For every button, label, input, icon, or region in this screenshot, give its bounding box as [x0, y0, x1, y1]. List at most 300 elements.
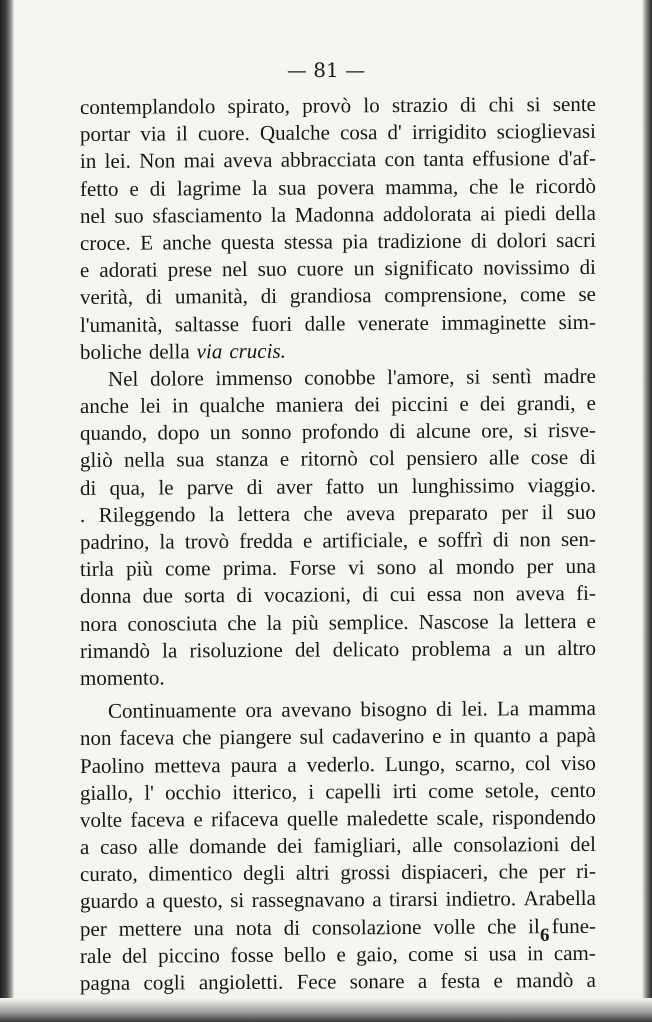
word: di — [260, 284, 278, 309]
word: profondo — [301, 419, 379, 444]
text-line — [80, 912, 596, 942]
word: mandò — [516, 967, 574, 993]
word: sonno — [241, 419, 292, 445]
word: un — [524, 635, 546, 661]
word: qualche — [199, 392, 265, 418]
body-text — [79, 91, 597, 997]
text-line — [80, 858, 596, 888]
word: quando, — [79, 420, 148, 446]
word: lei. — [104, 149, 131, 174]
word: cogli — [143, 970, 186, 995]
word: dei — [479, 391, 506, 416]
word: due — [142, 583, 174, 608]
word: adorati — [99, 257, 158, 283]
word: comprensione, — [384, 282, 508, 308]
word: altri — [295, 860, 330, 885]
word: problema — [411, 636, 491, 661]
word: gaio, — [356, 941, 398, 967]
text-line — [80, 281, 596, 311]
text-line — [80, 200, 596, 230]
word: che — [227, 610, 257, 635]
word: come — [520, 282, 566, 307]
word: portar — [79, 121, 131, 147]
word: mettere — [118, 916, 182, 941]
word: lei — [139, 393, 162, 418]
word: tirla — [79, 556, 114, 582]
word: verità, — [79, 284, 134, 310]
word: per — [501, 500, 529, 525]
word: viaggio. — [527, 472, 596, 497]
text-line — [80, 254, 596, 284]
word: soffrì — [437, 527, 483, 552]
word: alcune — [415, 418, 471, 444]
word: della — [148, 339, 190, 364]
word: a — [79, 835, 90, 860]
word: cuore. — [197, 121, 250, 146]
word: immenso — [215, 365, 293, 391]
word: a — [417, 968, 428, 993]
word: risve- — [548, 418, 597, 443]
word: cose — [530, 445, 569, 470]
word: sim- — [558, 309, 596, 334]
word: stanza — [215, 447, 269, 472]
word: l'umanità, — [79, 311, 163, 337]
word: consolazioni — [453, 832, 560, 857]
word: significato — [384, 255, 474, 281]
word: preparato — [408, 500, 488, 525]
word: semplice. — [328, 609, 409, 635]
text-line — [80, 336, 596, 366]
word: la — [208, 501, 225, 527]
word: Paolino — [79, 753, 145, 778]
word: setole, — [484, 777, 540, 803]
word: grandiosa — [289, 283, 372, 309]
word: e — [586, 390, 596, 415]
word: aveva — [223, 148, 273, 173]
word: alle — [412, 832, 443, 858]
word: di — [492, 527, 510, 552]
word: e — [279, 447, 290, 472]
word: sfasciamento — [152, 202, 263, 228]
word: viso — [560, 750, 596, 775]
text-line — [80, 885, 596, 915]
word: come — [408, 941, 454, 966]
word: paura — [230, 752, 278, 777]
word: la — [159, 529, 175, 554]
word: lagrime — [176, 175, 242, 200]
text-line — [80, 695, 596, 725]
word: cui — [389, 582, 416, 607]
word: La — [496, 696, 520, 721]
word: in — [526, 940, 544, 966]
word: delicato — [332, 636, 400, 662]
word: dei — [276, 833, 303, 858]
word: di — [149, 176, 167, 201]
text-line — [80, 91, 596, 121]
word: che — [303, 501, 333, 526]
word: Rileggendo — [98, 502, 196, 527]
word: qua, — [109, 475, 146, 500]
text-line — [80, 967, 596, 997]
word: le — [509, 173, 525, 198]
word: risoluzione — [189, 637, 283, 663]
word: essa — [426, 582, 462, 607]
word: faceva — [130, 807, 186, 832]
word: sul — [299, 724, 325, 749]
word: itterico, — [232, 779, 298, 804]
word: di — [283, 915, 301, 940]
word: contemplandolo — [79, 94, 216, 119]
word: prese — [167, 257, 213, 282]
word: scioglievasi — [496, 119, 596, 144]
word: vocazioni, — [263, 582, 351, 608]
word: via — [140, 121, 167, 146]
word: nel — [79, 203, 106, 228]
word: e — [129, 176, 139, 201]
word: più — [125, 556, 153, 581]
word: abbracciata — [280, 147, 377, 173]
word: chi — [488, 92, 515, 117]
word: grandi, — [516, 391, 576, 416]
word: fi- — [576, 581, 597, 606]
word: di — [460, 92, 477, 117]
word: l' — [144, 780, 154, 805]
word: ora — [245, 697, 273, 723]
word: la — [252, 175, 268, 200]
word: pagna — [79, 970, 131, 995]
word: angioletti. — [198, 969, 284, 995]
word: irrigidito — [411, 119, 487, 145]
word: e — [459, 391, 469, 416]
word: E — [140, 230, 154, 255]
text-line — [80, 471, 596, 501]
word: il — [528, 913, 540, 938]
word: e — [432, 724, 442, 749]
word: di — [389, 419, 406, 444]
word: di — [579, 445, 596, 470]
word: dopo — [157, 420, 200, 445]
word: mai — [183, 148, 216, 173]
word: un — [377, 473, 399, 498]
word: col — [369, 446, 395, 471]
text-line — [80, 749, 596, 779]
page-right-shadow — [642, 0, 652, 1022]
word: si — [464, 941, 479, 966]
word: si — [230, 888, 245, 913]
word: artificiale, — [322, 527, 409, 553]
word: di — [79, 475, 97, 500]
word: saltasse — [174, 311, 240, 336]
word: fetto — [79, 176, 119, 201]
text-line — [80, 499, 596, 529]
word: cento — [550, 777, 596, 802]
word: e — [193, 807, 203, 832]
word: giallo, — [79, 780, 134, 805]
word: aveva — [515, 581, 565, 606]
word: Non — [139, 148, 176, 174]
word: in — [172, 393, 189, 418]
word: indietro. — [445, 886, 517, 912]
word: ritornò — [300, 446, 358, 472]
word: quanto — [473, 723, 532, 748]
word: in — [79, 149, 97, 174]
word: sente — [552, 91, 597, 117]
word: pensiero — [406, 446, 478, 471]
word: si — [526, 92, 541, 117]
word: quelle — [286, 806, 339, 831]
word: il — [176, 121, 188, 146]
word: nel — [221, 257, 248, 282]
word: momento. — [79, 665, 165, 690]
word: sentì — [491, 364, 532, 389]
word: tradizione — [377, 228, 462, 254]
word: maniera — [275, 392, 344, 417]
word: piedi — [504, 200, 547, 226]
text-line — [80, 777, 596, 807]
word: per — [526, 554, 554, 579]
text-line — [80, 308, 596, 338]
word: spirato, — [227, 93, 291, 119]
word: sono — [376, 555, 417, 580]
word: metteva — [154, 752, 221, 778]
word: lettera — [237, 501, 291, 526]
word: piangere — [219, 725, 292, 750]
word: festa — [440, 968, 481, 993]
word: aver — [276, 474, 313, 499]
word: d' — [387, 120, 402, 145]
word: rispondendo — [491, 804, 596, 830]
word: dei — [354, 392, 381, 417]
word: un — [209, 420, 231, 445]
word: Continuamente — [107, 698, 237, 723]
word: della — [555, 200, 596, 225]
word: e — [336, 942, 346, 967]
word: tanta — [423, 147, 465, 172]
word: di — [436, 696, 453, 721]
word: Qualche — [259, 120, 330, 146]
word: fuori — [251, 311, 293, 336]
word: fatto — [325, 473, 365, 499]
word: non — [519, 527, 551, 552]
word: la — [162, 638, 178, 663]
word: piccino — [157, 942, 220, 968]
word: questo, — [162, 888, 223, 913]
word: con — [384, 147, 416, 172]
word: d'af- — [558, 146, 597, 171]
word: suo — [257, 256, 287, 282]
word: cosa — [339, 120, 378, 145]
word: sonare — [349, 969, 405, 994]
word: di — [470, 228, 488, 253]
word: piccini — [391, 391, 449, 417]
word: sua — [278, 175, 307, 200]
word: provò — [302, 93, 352, 118]
word: a — [586, 967, 597, 992]
signature-mark: 6 — [540, 925, 550, 946]
word: occhio — [165, 779, 222, 805]
word: fune- — [551, 913, 597, 938]
page-number-header: — 81 — — [286, 58, 366, 82]
word: curato, — [79, 861, 138, 887]
word: rimandò — [79, 638, 151, 663]
word: una — [193, 915, 224, 940]
word: e — [586, 608, 597, 633]
word: che — [469, 174, 499, 199]
word: effusione — [472, 146, 551, 171]
word: degli — [243, 860, 286, 886]
word: a — [145, 888, 156, 914]
word: irti — [392, 778, 418, 803]
word: dolore — [149, 366, 204, 391]
word: più — [291, 610, 319, 635]
word: il — [541, 499, 554, 524]
text-line — [80, 145, 596, 175]
word: sorta — [184, 583, 226, 608]
text-line — [80, 526, 596, 556]
text-line — [80, 172, 596, 202]
word: caso — [100, 834, 138, 859]
word: stessa — [283, 229, 333, 254]
word: lunghissimo — [411, 472, 515, 498]
word: papà — [556, 723, 596, 748]
word: immaginette — [441, 309, 547, 335]
word: dolori — [496, 228, 547, 253]
word: per — [538, 859, 566, 884]
word: bello — [283, 942, 327, 967]
word: sua — [176, 447, 205, 472]
word: a — [538, 723, 549, 748]
word: rifaceva — [210, 806, 279, 832]
word: crucis. — [229, 338, 286, 363]
word: l'amore, — [387, 364, 455, 389]
word: che — [487, 913, 517, 939]
word: alle — [148, 834, 179, 859]
word: famigliari, — [313, 833, 402, 858]
text-line — [80, 553, 596, 583]
word: avevano — [281, 697, 352, 722]
word: si — [523, 418, 538, 443]
word: lo — [363, 93, 380, 118]
word: un — [353, 256, 375, 281]
word: le — [158, 475, 174, 500]
word: umanità, — [174, 284, 248, 309]
word: bisogno — [360, 697, 428, 722]
text-line — [80, 607, 596, 637]
word: se — [578, 282, 596, 307]
word: che — [182, 725, 212, 750]
text-line — [80, 227, 596, 257]
text-line — [80, 662, 596, 692]
word: novissimo — [483, 255, 570, 280]
word: mamma, — [385, 174, 459, 199]
text-line — [80, 444, 596, 474]
word: guardo — [79, 889, 139, 914]
word: che — [498, 859, 528, 884]
word: a — [372, 887, 382, 912]
word: ricordò — [535, 173, 597, 198]
word: suo — [114, 203, 144, 228]
word: venerate — [357, 310, 429, 335]
text-line — [80, 940, 596, 970]
word: cuore — [296, 256, 344, 281]
word: faceva — [119, 725, 175, 751]
word: rale — [79, 943, 112, 968]
word: suo — [566, 499, 596, 524]
word: addolorata — [382, 201, 472, 226]
word: strazio — [391, 92, 448, 118]
word: come — [165, 556, 211, 581]
word: anche — [162, 230, 212, 255]
word: nota — [235, 915, 272, 940]
word: mamma — [528, 695, 596, 721]
word: pia — [342, 229, 369, 254]
word: del — [294, 637, 321, 662]
word: e — [418, 527, 428, 552]
word: la — [498, 608, 515, 634]
word: Nascose — [418, 609, 489, 634]
word: e — [302, 528, 313, 553]
word: prima. — [222, 555, 278, 581]
word: i — [308, 779, 315, 804]
text-line — [80, 390, 596, 420]
text-line — [80, 118, 596, 148]
word: come — [428, 778, 474, 803]
word: trovò — [184, 529, 230, 554]
word: nora — [79, 611, 118, 636]
word: cadaverino — [332, 724, 425, 749]
word: Lungo, — [384, 751, 446, 776]
word: Nel — [107, 366, 139, 391]
word: domande — [189, 833, 267, 859]
word: di — [145, 284, 163, 309]
word: scale, — [436, 805, 484, 830]
word: scarno, — [455, 750, 516, 776]
word: cam- — [553, 940, 596, 965]
word: si — [466, 364, 481, 389]
word: col — [525, 750, 551, 775]
word: di — [236, 583, 253, 608]
word: nella — [124, 447, 166, 473]
word: capelli — [325, 778, 382, 804]
text-line — [80, 363, 596, 393]
word: aveva — [346, 500, 396, 526]
word: di — [579, 254, 596, 280]
word: del — [121, 943, 148, 968]
word: conobbe — [304, 365, 376, 390]
word: questa — [220, 229, 275, 255]
word: mondo — [455, 554, 515, 579]
word: Fece — [296, 969, 337, 994]
word: boliche — [79, 339, 142, 364]
word: ore, — [481, 418, 514, 443]
word: fosse — [230, 942, 274, 967]
text-line — [80, 580, 596, 610]
word: ai — [480, 201, 496, 226]
word: usa — [488, 941, 517, 966]
page-bottom-shadow — [0, 998, 652, 1022]
word: Madonna — [294, 201, 375, 227]
text-line — [80, 722, 596, 752]
word: in — [449, 723, 466, 749]
word: rassegnavano — [251, 887, 365, 913]
word: donna — [79, 584, 132, 609]
word: a — [287, 752, 297, 777]
word: la — [266, 610, 282, 635]
word: padrino, — [79, 529, 150, 554]
word: non — [473, 581, 505, 606]
word: vederlo. — [306, 751, 376, 777]
word: . — [79, 502, 86, 527]
